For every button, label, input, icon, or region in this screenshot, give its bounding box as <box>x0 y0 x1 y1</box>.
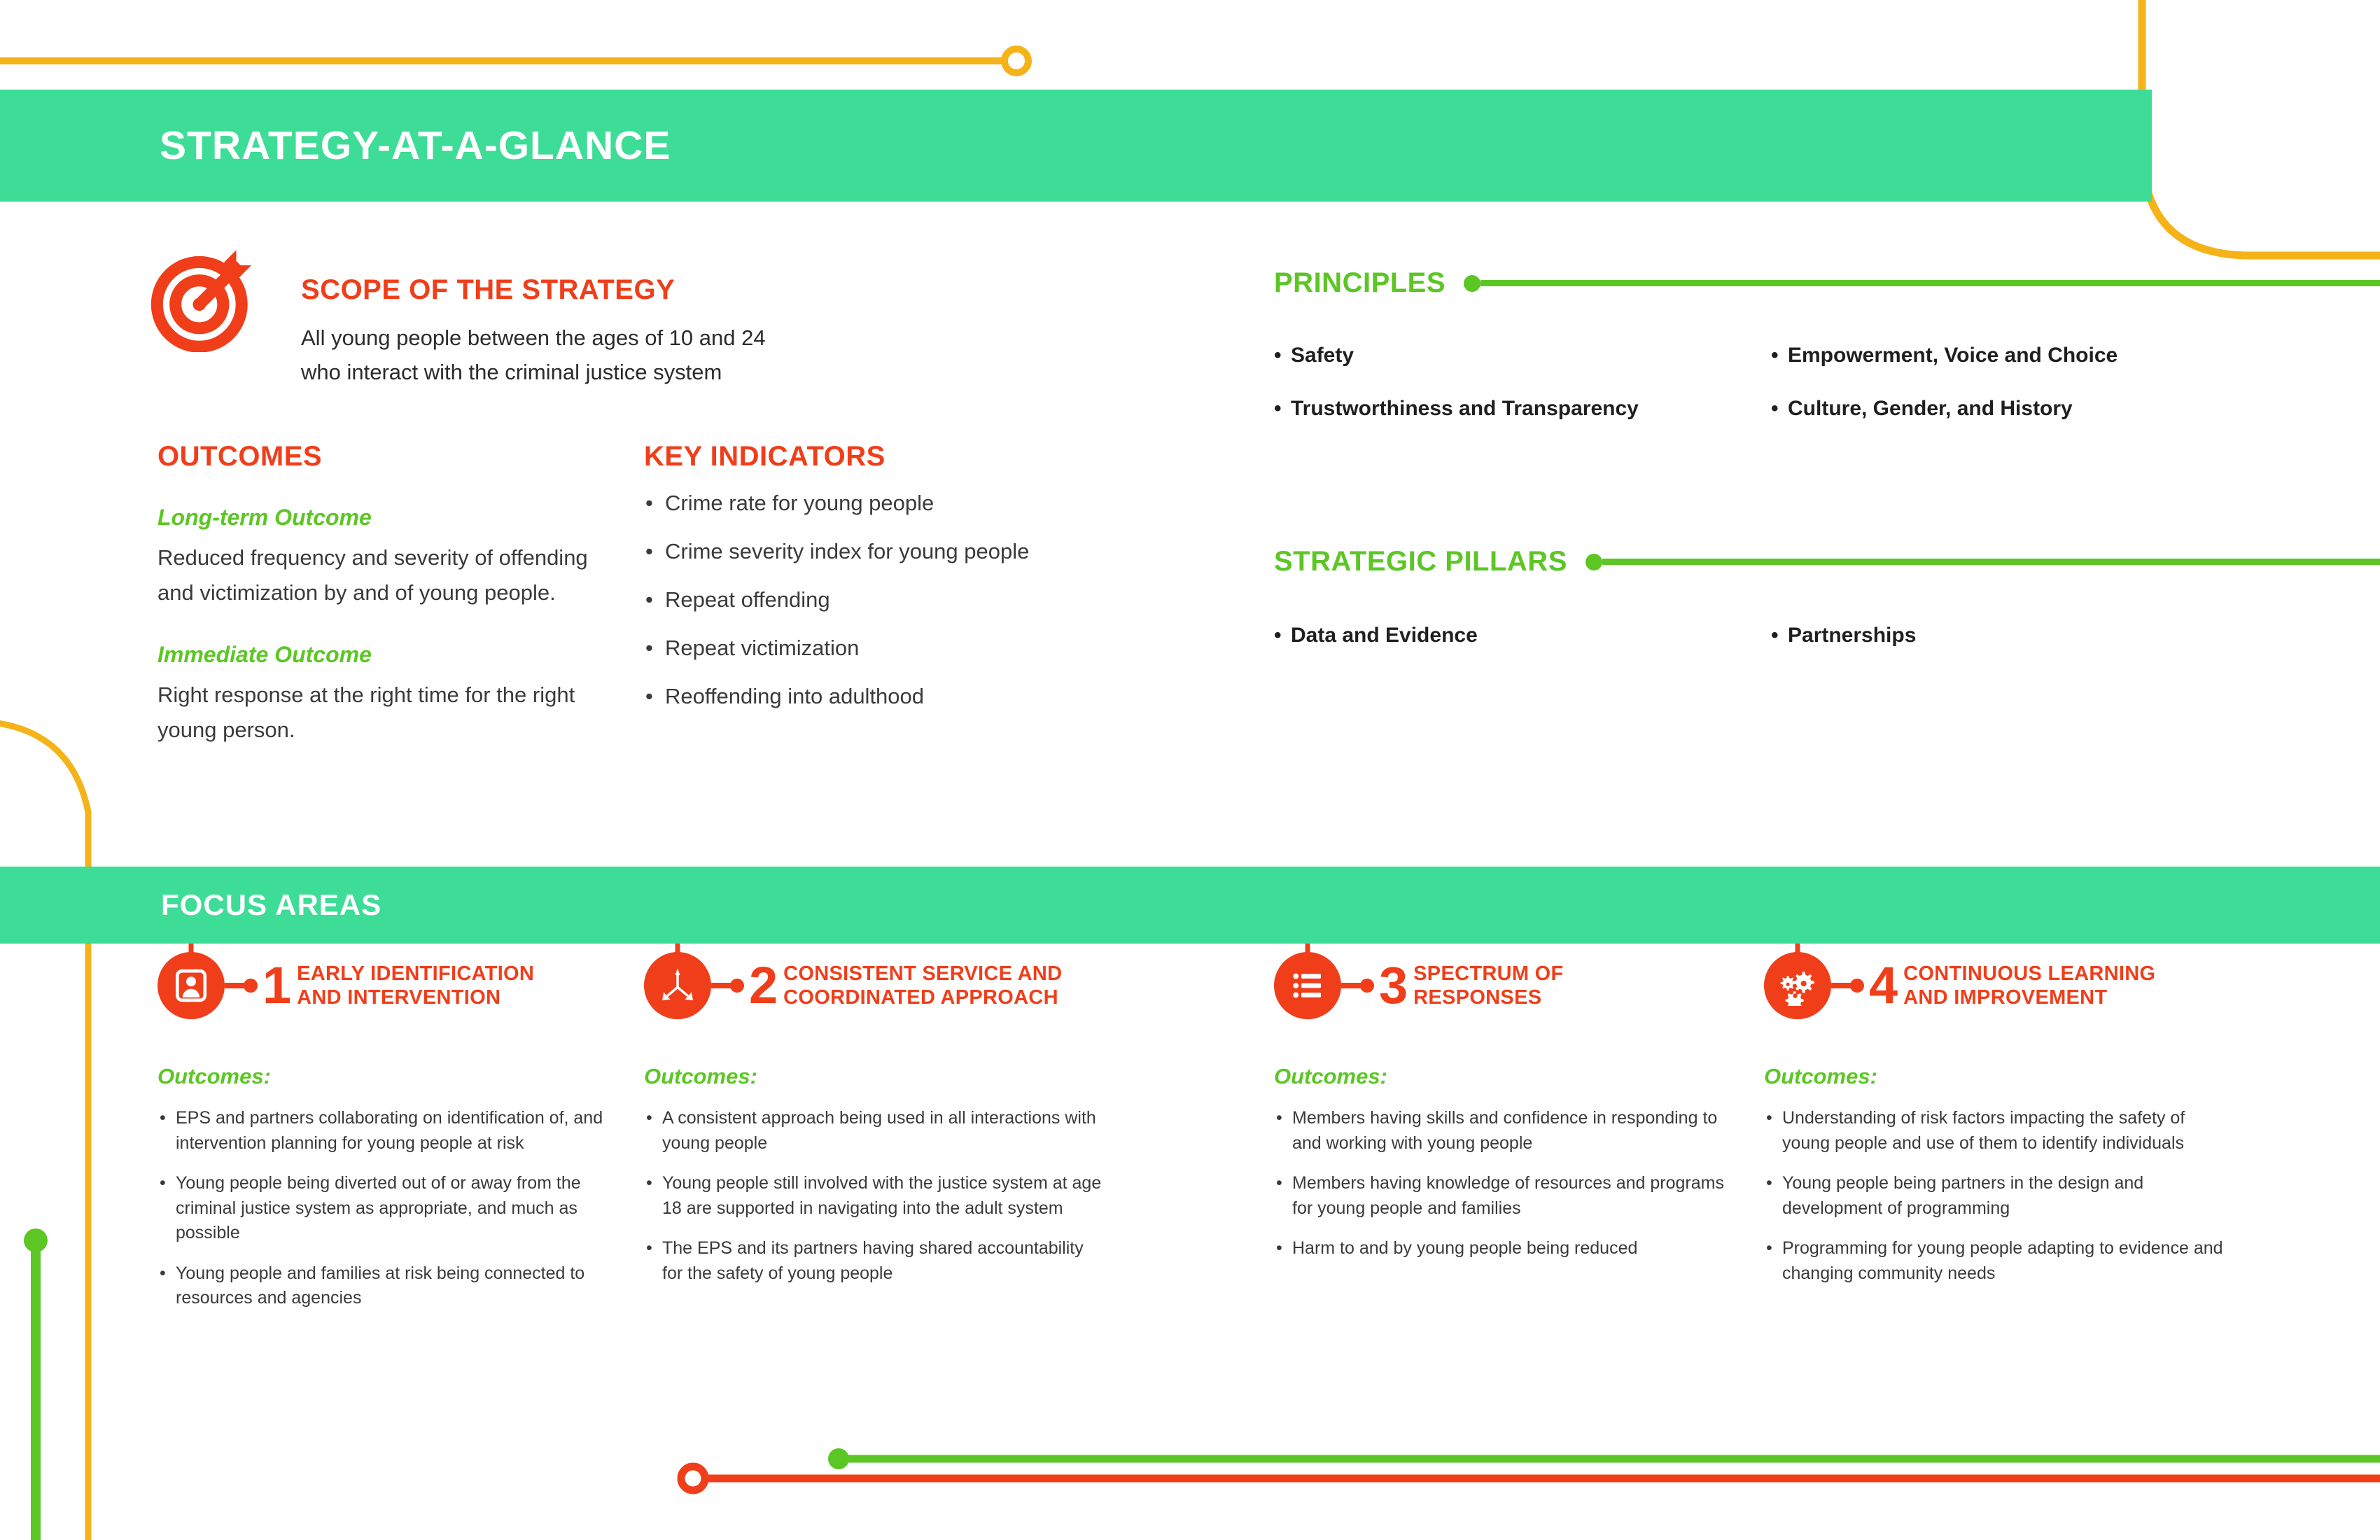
principles-list <box>1274 342 2268 448</box>
badge-connector <box>1831 983 1859 988</box>
list-item <box>1771 342 2268 369</box>
list-item-label: Harm to and by young people being reduced <box>1292 1238 1638 1258</box>
focus-area-number: 2 <box>749 956 778 1014</box>
list-lines-icon <box>1274 952 1341 1019</box>
list-item-label: Partnerships <box>1788 624 1917 647</box>
focus-area-outcomes-list <box>158 1106 620 1311</box>
focus-areas-title: FOCUS AREAS <box>161 888 382 921</box>
merge-arrows-icon <box>644 952 711 1019</box>
outcomes-label: Outcomes: <box>644 1064 757 1088</box>
focus-area-title <box>1903 962 2155 1009</box>
yellow-left-curve <box>0 721 88 1540</box>
list-item-label: Empowerment, Voice and Choice <box>1788 344 2118 367</box>
list-item <box>644 681 1078 713</box>
rail-line <box>1602 559 2380 565</box>
key-indicators-heading: KEY INDICATORS <box>644 441 886 472</box>
scope-section <box>150 238 920 390</box>
outcomes-section <box>158 441 592 747</box>
focus-areas-banner <box>0 867 2380 944</box>
list-item <box>1764 1171 2226 1221</box>
long-term-outcome-label: Long-term Outcome <box>158 505 372 530</box>
list-item <box>1274 342 1771 369</box>
focus-area-outcomes-list <box>1274 1106 1736 1261</box>
list-item-label: Crime severity index for young people <box>665 538 1030 564</box>
focus-area-header <box>158 944 620 1028</box>
bullet-icon: • <box>646 1173 652 1193</box>
bullet-icon: • <box>1766 1173 1772 1193</box>
immediate-outcome-text: Right response at the right time for the right young person. <box>158 682 575 742</box>
focus-area-title-line-2: AND IMPROVEMENT <box>1903 986 2108 1009</box>
list-item-label: Trustworthiness and Transparency <box>1291 397 1639 420</box>
bullet-icon: • <box>1771 397 1779 420</box>
principles-right-column <box>1771 342 2268 448</box>
bullet-icon: • <box>645 491 653 515</box>
bullet-icon: • <box>1766 1238 1772 1258</box>
focus-area-title-line-1: SPECTRUM OF <box>1413 962 1564 985</box>
bullet-icon: • <box>1766 1108 1772 1128</box>
focus-area-title-line-2: AND INTERVENTION <box>297 986 501 1009</box>
scope-description <box>301 321 766 390</box>
list-item-label: EPS and partners collaborating on identification of, and intervention planning for young people at risk <box>176 1108 603 1153</box>
badge-connector <box>1341 983 1369 988</box>
bullet-icon: • <box>1276 1173 1282 1193</box>
list-item <box>644 1236 1106 1286</box>
focus-area-header <box>1764 944 2226 1028</box>
bullet-icon: • <box>160 1173 166 1193</box>
scope-line-2: who interact with the criminal justice system <box>301 359 722 384</box>
list-item <box>644 633 1078 664</box>
list-item-label: Repeat offending <box>665 587 830 612</box>
key-indicators-list <box>644 488 1078 713</box>
bullet-icon: • <box>1771 344 1779 367</box>
focus-area-title-line-2: COORDINATED APPROACH <box>783 986 1058 1009</box>
immediate-outcome-label: Immediate Outcome <box>158 642 372 668</box>
scope-line-1: All young people between the ages of 10 and 24 <box>301 326 766 350</box>
focus-area-title-line-1: EARLY IDENTIFICATION <box>297 962 535 985</box>
list-item <box>1771 622 2268 649</box>
rail-dot-icon <box>1586 554 1602 570</box>
rail-dot-icon <box>1464 275 1480 292</box>
bullet-icon: • <box>646 1108 652 1128</box>
focus-area-title-line-1: CONTINUOUS LEARNING <box>1903 962 2156 985</box>
focus-area-title <box>297 962 534 1009</box>
long-term-outcome-text: Reduced frequency and severity of offending and victimization by and of young people. <box>158 545 588 605</box>
list-item <box>158 1171 620 1246</box>
bullet-icon: • <box>645 587 653 612</box>
bullet-icon: • <box>646 1238 652 1258</box>
list-item-label: Repeat victimization <box>665 635 860 660</box>
list-item <box>644 536 1078 568</box>
focus-area-outcomes-list <box>644 1106 1106 1286</box>
list-item <box>1764 1236 2226 1286</box>
focus-area-number: 1 <box>262 956 292 1014</box>
bullet-icon: • <box>645 635 653 660</box>
focus-area-title-line-2: RESPONSES <box>1413 986 1542 1009</box>
bullet-icon: • <box>1274 344 1282 367</box>
focus-area-card-1 <box>158 944 620 1326</box>
target-bullseye-arrow-icon <box>150 238 294 356</box>
list-item-label: Young people being diverted out of or away from the criminal justice system as appropriate, and much as possible <box>176 1173 581 1242</box>
strategic-pillars-header <box>1274 546 2380 578</box>
list-item <box>158 1106 620 1156</box>
bullet-icon: • <box>1274 397 1282 420</box>
list-item-label: Culture, Gender, and History <box>1788 397 2073 420</box>
list-item-label: Members having knowledge of resources and programs for young people and families <box>1292 1173 1724 1218</box>
list-item <box>644 1106 1106 1156</box>
key-indicators-section <box>644 441 1078 729</box>
pillars-right-column <box>1771 622 2268 675</box>
list-item-label: The EPS and its partners having shared accountability for the safety of young people <box>662 1238 1084 1283</box>
focus-area-title <box>1413 962 1563 1009</box>
list-item <box>158 1261 620 1311</box>
scope-text-block <box>294 238 766 390</box>
red-bottom-circle <box>681 1466 705 1490</box>
principles-header <box>1274 267 2380 299</box>
list-item <box>644 584 1078 616</box>
list-item-label: Crime rate for young people <box>665 491 934 515</box>
list-item-label: Safety <box>1291 344 1354 367</box>
list-item-label: Understanding of risk factors impacting the safety of young people and use of them to identify individuals <box>1782 1108 2185 1153</box>
list-item <box>1771 395 2268 422</box>
list-item-label: Members having skills and confidence in responding to and working with young people <box>1292 1108 1718 1153</box>
focus-area-card-4 <box>1764 944 2226 1301</box>
gears-icon <box>1764 952 1831 1019</box>
outcomes-heading: OUTCOMES <box>158 441 323 472</box>
list-item-label: A consistent approach being used in all interactions with young people <box>662 1108 1096 1153</box>
strategic-pillars-heading: STRATEGIC PILLARS <box>1274 546 1567 577</box>
badge-connector <box>711 983 739 988</box>
focus-area-number: 3 <box>1379 956 1408 1014</box>
focus-area-card-3 <box>1274 944 1736 1277</box>
pillars-left-column <box>1274 622 1771 675</box>
list-item <box>1274 395 1771 422</box>
strategy-banner <box>0 90 2152 202</box>
bullet-icon: • <box>1771 624 1779 647</box>
outcomes-label: Outcomes: <box>1274 1064 1387 1088</box>
focus-area-header <box>1274 944 1736 1028</box>
bullet-icon: • <box>1276 1238 1282 1258</box>
yellow-right-curve <box>2142 0 2380 255</box>
badge-connector <box>225 983 253 988</box>
strategic-pillars-list <box>1274 622 2268 675</box>
focus-area-number: 4 <box>1869 956 1898 1014</box>
list-item <box>1274 1236 1736 1261</box>
page-title: STRATEGY-AT-A-GLANCE <box>160 123 671 168</box>
focus-area-header <box>644 944 1106 1028</box>
bullet-icon: • <box>645 683 653 708</box>
green-bottom-dot <box>828 1448 849 1469</box>
list-item-label: Young people and families at risk being connected to resources and agencies <box>176 1263 585 1308</box>
bullet-icon: • <box>1276 1108 1282 1128</box>
list-item-label: Data and Evidence <box>1291 624 1478 647</box>
green-left-dot <box>24 1228 48 1252</box>
list-item <box>1274 1171 1736 1221</box>
bullet-icon: • <box>645 538 653 564</box>
list-item-label: Reoffending into adulthood <box>665 683 925 708</box>
bullet-icon: • <box>1274 624 1282 647</box>
principles-left-column <box>1274 342 1771 448</box>
focus-area-outcomes-list <box>1764 1106 2226 1286</box>
bullet-icon: • <box>160 1263 166 1283</box>
focus-area-card-2 <box>644 944 1106 1301</box>
focus-area-title-line-1: CONSISTENT SERVICE AND <box>783 962 1063 985</box>
list-item-label: Programming for young people adapting to evidence and changing community needs <box>1782 1238 2223 1283</box>
list-item <box>1274 622 1771 649</box>
bullet-icon: • <box>160 1108 166 1128</box>
scope-heading: SCOPE OF THE STRATEGY <box>301 274 676 305</box>
principles-heading: PRINCIPLES <box>1274 267 1446 298</box>
outcomes-label: Outcomes: <box>158 1064 271 1088</box>
list-item <box>644 488 1078 519</box>
outcomes-label: Outcomes: <box>1764 1064 1877 1088</box>
list-item <box>1764 1106 2226 1156</box>
yellow-top-circle <box>1004 49 1028 73</box>
list-item-label: Young people still involved with the justice system at age 18 are supported in navigating into the adult system <box>662 1173 1102 1218</box>
list-item <box>644 1171 1106 1221</box>
rail-line <box>1480 280 2380 286</box>
list-item <box>1274 1106 1736 1156</box>
person-id-card-icon <box>158 952 225 1019</box>
focus-area-title <box>783 962 1062 1009</box>
list-item-label: Young people being partners in the design and development of programming <box>1782 1173 2144 1218</box>
